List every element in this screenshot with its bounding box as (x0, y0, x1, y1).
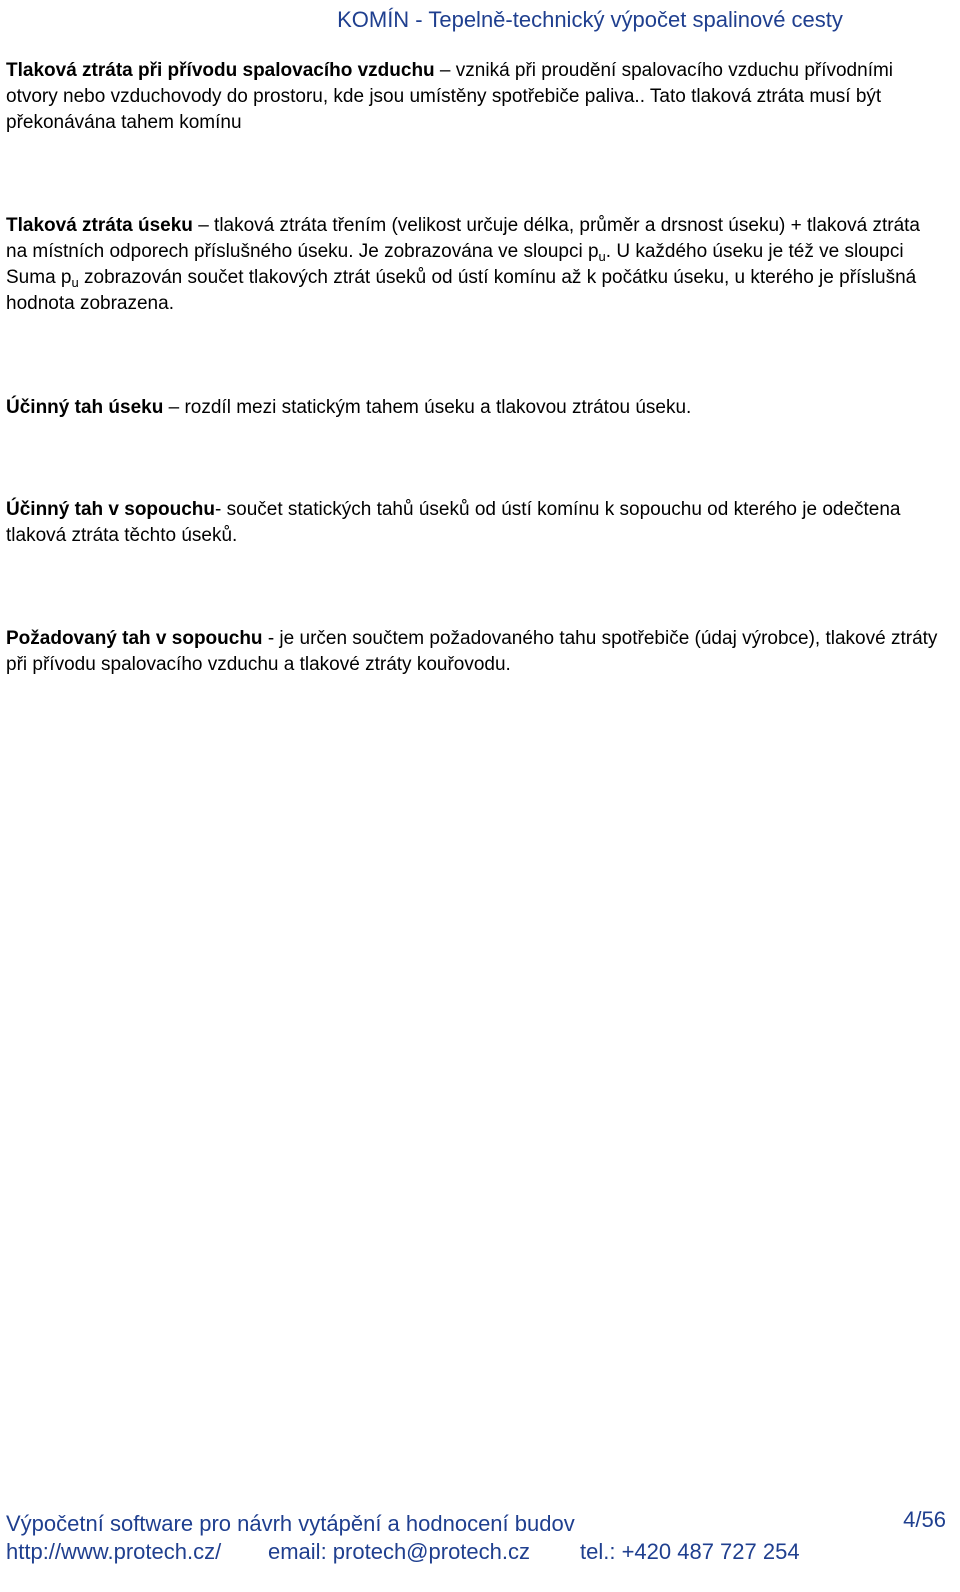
footer-email-link[interactable]: email: protech@protech.cz (268, 1539, 531, 1564)
header-title: KOMÍN - Tepelně-technický výpočet spalinové cesty (337, 7, 843, 32)
paragraph-effective-draft-section (6, 395, 941, 421)
subscript-u: u (71, 275, 79, 290)
page-header (0, 6, 960, 34)
footer-url-link[interactable]: http://www.protech.cz/ (6, 1539, 222, 1564)
definition-section-pressure-loss-part-a: – tlaková ztráta třením (velikost určuje délka, průměr a drsnost úseku) + tlaková ztráta na místních odporech příslušného úseku. Je zobrazována ve sloupci p (6, 215, 920, 262)
term-air-supply-pressure-loss: Tlaková ztráta při přívodu spalovacího vzduchu (6, 60, 435, 81)
definition-effective-draft-section: – rozdíl mezi statickým tahem úseku a tlakovou ztrátou úseku. (163, 397, 692, 418)
term-required-draft-flue-inlet: Požadovaný tah v sopouchu (6, 628, 263, 649)
definition-section-pressure-loss-part-c: zobrazován součet tlakových ztrát úseků od ústí komínu až k počátku úseku, u kterého je příslušná hodnota zobrazena. (6, 267, 917, 314)
definition-section-pressure-loss-part-b: . U každého úseku je též ve sloupci Suma p (6, 241, 904, 288)
footer-software-label: Výpočetní software pro návrh vytápění a hodnocení budov (6, 1511, 575, 1536)
definition-effective-draft-flue-inlet: - součet statických tahů úseků od ústí komínu k sopouchu od kterého je odečtena tlaková ztráta těchto úseků. (6, 499, 901, 546)
paragraph-required-draft-flue-inlet (6, 626, 941, 678)
subscript-u: u (598, 249, 606, 264)
paragraph-effective-draft-flue-inlet (6, 497, 941, 549)
definition-air-supply-pressure-loss: – vzniká při proudění spalovacího vzduchu přívodními otvory nebo vzduchovody do prostoru, kde jsou umístěny spotřebiče paliva.. Tato tlaková ztráta musí být překonávána tahem komínu (6, 60, 894, 133)
term-effective-draft-section: Účinný tah úseku (6, 397, 164, 418)
term-effective-draft-flue-inlet: Účinný tah v sopouchu (6, 499, 216, 520)
footer-phone: tel.: +420 487 727 254 (580, 1539, 800, 1564)
footer-contact (6, 1538, 800, 1566)
page-number: 4/56 (903, 1507, 946, 1532)
definition-required-draft-flue-inlet: - je určen součtem požadovaného tahu spotřebiče (údaj výrobce), tlakové ztráty při přívodu spalovacího vzduchu a tlakové ztráty kouřovodu. (6, 628, 938, 675)
paragraph-section-pressure-loss (6, 213, 941, 317)
term-section-pressure-loss: Tlaková ztráta úseku (6, 215, 193, 236)
paragraph-air-supply-pressure-loss (6, 58, 941, 136)
